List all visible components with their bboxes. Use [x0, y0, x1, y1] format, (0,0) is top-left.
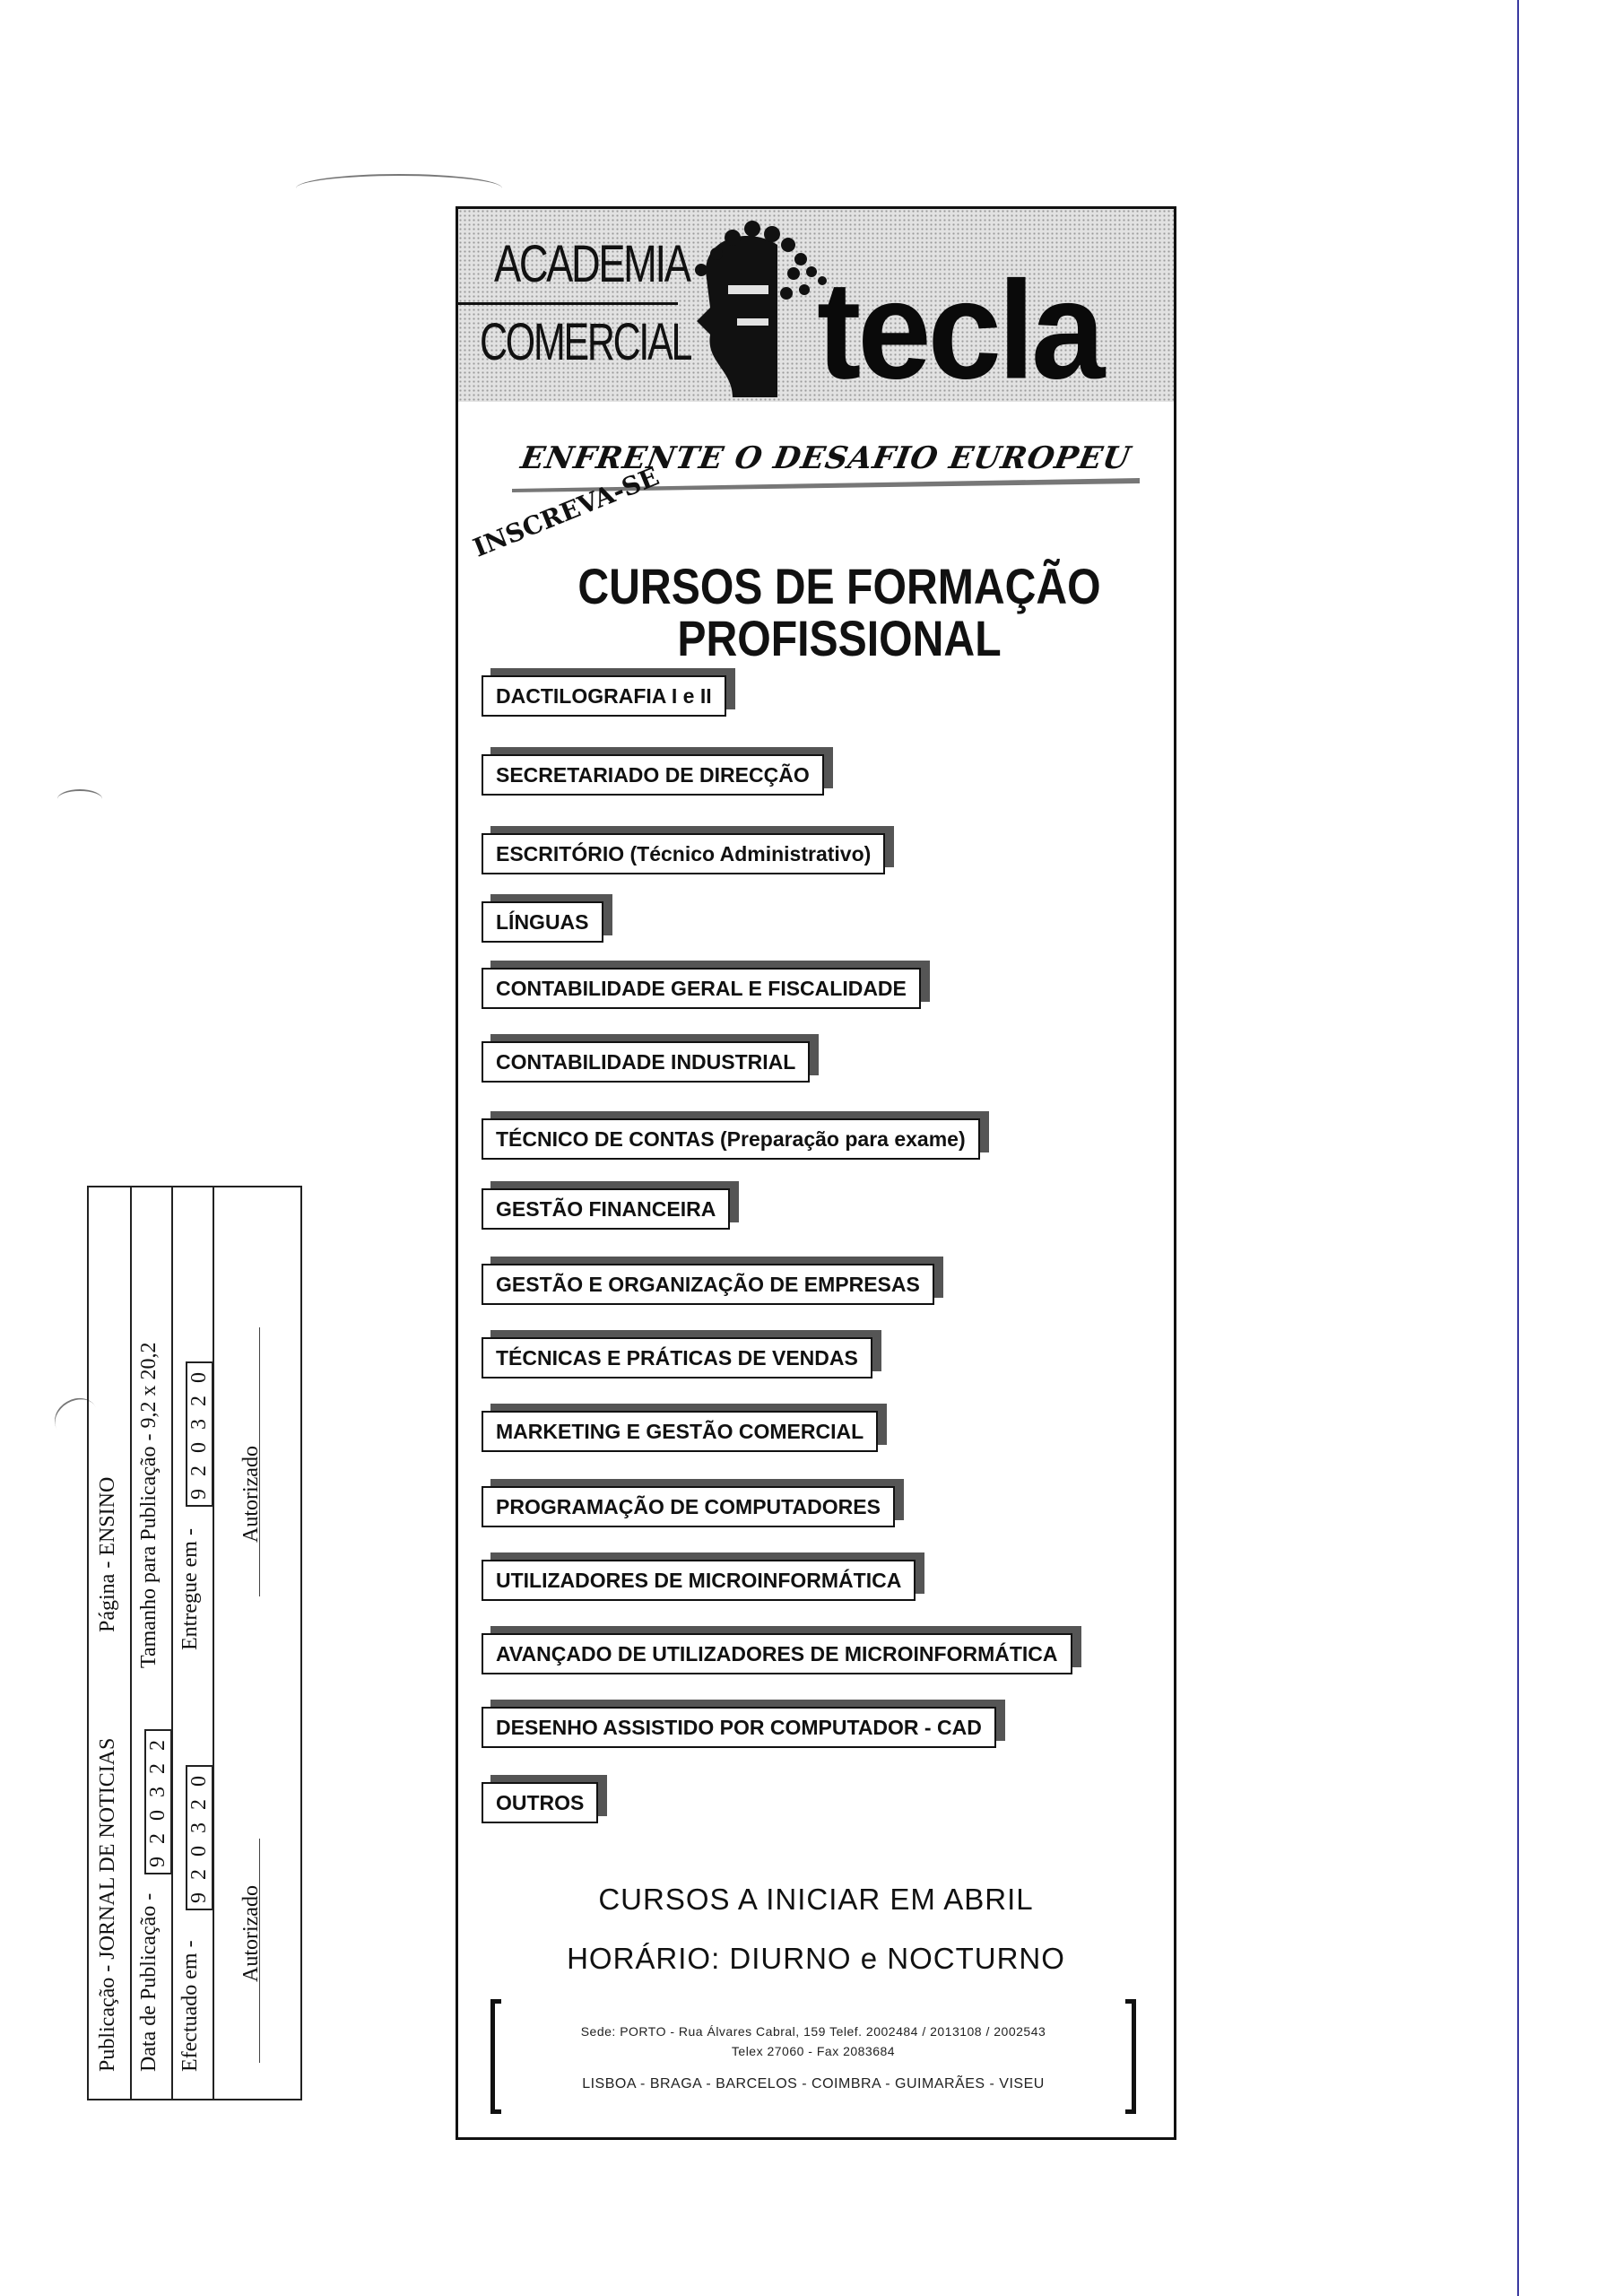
signature-line — [259, 1839, 260, 2063]
brand-comercial: COMERCIAL — [480, 313, 691, 371]
stamp-pagina: Página - ENSINO — [96, 1476, 119, 1632]
course-item: TÉCNICO DE CONTAS (Preparação para exame) — [482, 1118, 980, 1160]
course-item: CONTABILIDADE GERAL E FISCALIDADE — [482, 968, 921, 1009]
stamp-efectuado-label: Efectuado em - — [178, 1940, 202, 2072]
publication-stamp — [87, 1186, 302, 2100]
title-line-1: CURSOS DE FORMAÇÃO — [577, 558, 1101, 614]
ad-title — [573, 558, 1105, 666]
course-item: UTILIZADORES DE MICROINFORMÁTICA — [482, 1560, 916, 1601]
footer-telex: Telex 27060 - Fax 2083684 — [731, 2044, 896, 2058]
schedule-line: HORÁRIO: DIURNO e NOCTURNO — [567, 1942, 1065, 1975]
stamp-publicacao: Publicação - JORNAL DE NOTICIAS — [96, 1737, 119, 2072]
stamp-entregue-value: 9 2 0 3 2 0 — [186, 1361, 213, 1507]
margin-line — [1517, 0, 1519, 2296]
course-item: DACTILOGRAFIA I e II — [482, 675, 726, 717]
footer-branches: LISBOA - BRAGA - BARCELOS - COIMBRA - GUIMARÃES - VISEU — [582, 2076, 1045, 2092]
logo-head-icon — [670, 218, 831, 397]
stamp-autorizado-1: Autorizado — [239, 1885, 263, 1982]
course-item: SECRETARIADO DE DIRECÇÃO — [482, 754, 824, 796]
course-item: CONTABILIDADE INDUSTRIAL — [482, 1041, 810, 1083]
start-line: CURSOS A INICIAR EM ABRIL — [598, 1883, 1034, 1916]
advertisement — [456, 206, 1176, 2140]
footer-address: Sede: PORTO - Rua Álvares Cabral, 159 Telef. 2002484 / 2013108 / 2002543 — [580, 2024, 1046, 2039]
course-item: MARKETING E GESTÃO COMERCIAL — [482, 1411, 878, 1452]
paper-mark — [57, 789, 102, 809]
course-item: PROGRAMAÇÃO DE COMPUTADORES — [482, 1486, 895, 1527]
course-item: GESTÃO E ORGANIZAÇÃO DE EMPRESAS — [482, 1264, 934, 1305]
course-item: OUTROS — [482, 1782, 598, 1823]
contact-box — [490, 1999, 1136, 2114]
course-item: ESCRITÓRIO (Técnico Administrativo) — [482, 833, 885, 874]
stamp-tamanho: Tamanho para Publicação - 9,2 x 20,2 — [137, 1342, 161, 1668]
course-item: GESTÃO FINANCEIRA — [482, 1188, 730, 1230]
title-line-2: PROFISSIONAL — [677, 610, 1002, 666]
brand-tecla: tecla — [817, 252, 1102, 402]
brand-divider — [458, 302, 678, 305]
paper-mark — [296, 174, 502, 203]
course-item: LÍNGUAS — [482, 901, 603, 943]
stamp-entregue-label: Entregue em - — [178, 1528, 202, 1650]
slogan: ENFRENTE O DESAFIO EUROPEU — [517, 440, 1134, 476]
course-item: AVANÇADO DE UTILIZADORES DE MICROINFORMÁTICA — [482, 1633, 1072, 1674]
course-item: TÉCNICAS E PRÁTICAS DE VENDAS — [482, 1337, 872, 1378]
brand-academia: ACADEMIA — [494, 235, 690, 293]
inscreva-label: INSCREVA-SE — [469, 461, 664, 563]
stamp-data-label: Data de Publicação - — [137, 1892, 161, 2072]
stamp-efectuado-value: 9 2 0 3 2 0 — [186, 1765, 213, 1910]
stamp-data-value: 9 2 0 3 2 2 — [144, 1729, 172, 1874]
stamp-autorizado-2: Autorizado — [239, 1446, 263, 1543]
signature-line — [259, 1327, 260, 1596]
ad-header — [458, 209, 1174, 402]
course-item: DESENHO ASSISTIDO POR COMPUTADOR - CAD — [482, 1707, 996, 1748]
